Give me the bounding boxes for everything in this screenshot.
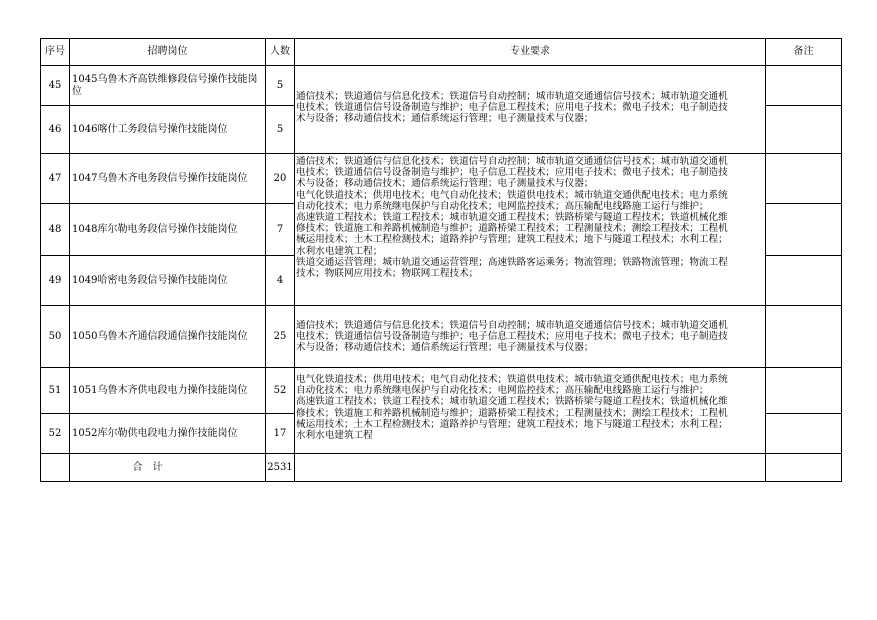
row-divider	[765, 203, 842, 204]
row-count: 17	[273, 428, 287, 439]
requirement-line: 械运用技术；土木工程检测技术；道路养护与管理；建筑工程技术；地下与隧道工程技术；水利工程；	[296, 234, 728, 246]
row-count: 52	[273, 385, 287, 396]
requirements-block-3	[296, 320, 766, 354]
requirement-line: 通信技术；铁道通信与信息化技术；铁道信号自动控制；城市轨道交通通信信号技术；城市轨道交通机	[296, 91, 728, 102]
requirement-line: 术与设备；移动通信技术；通信系统运行管理；电子测量技术与仪器；	[296, 342, 594, 354]
row-divider	[765, 413, 842, 414]
requirement-line: 高速铁道工程技术；铁道工程技术；城市轨道交通工程技术；铁路桥梁与隧道工程技术；铁道机械化维	[296, 212, 728, 224]
row-seq: 52	[48, 428, 62, 439]
header-requirements: 专业要求	[510, 46, 550, 57]
total-count: 2531	[267, 462, 293, 473]
row-seq: 46	[48, 124, 62, 135]
row-position: 1049哈密电务段信号操作技能岗位	[72, 275, 228, 286]
row-position: 1052库尔勒供电段电力操作技能岗位	[72, 428, 238, 439]
header-notes: 备注	[793, 46, 814, 57]
row-count: 20	[273, 173, 287, 184]
row-position: 1048库尔勒电务段信号操作技能岗位	[72, 224, 238, 235]
requirement-line: 技术；物联网应用技术；物联网工程技术；	[296, 268, 479, 280]
row-count: 25	[273, 331, 287, 342]
row-position: 1045乌鲁木齐高铁维修段信号操作技能岗位	[72, 74, 258, 97]
requirement-line: 修技术；铁道施工和养路机械制造与维护；道路桥梁工程技术；工程测量技术；测绘工程技术；工程机	[296, 407, 728, 419]
header-seq: 序号	[45, 46, 65, 57]
requirement-line: 电气化铁道技术；供用电技术；电气自动化技术；铁道供电技术；城市轨道交通供配电技术；电力系统	[296, 374, 728, 385]
row-position: 1050乌鲁木齐通信段通信操作技能岗位	[72, 331, 248, 342]
requirement-line: 自动化技术；电力系统继电保护与自动化技术；电网监控技术；高压输配电线路施工运行与维护；	[296, 385, 709, 397]
row-count: 7	[276, 224, 284, 235]
row-position: 1046喀什工务段信号操作技能岗位	[72, 124, 228, 135]
row-seq: 48	[48, 224, 62, 235]
requirement-line: 自动化技术；电力系统继电保护与自动化技术；电网监控技术；高压输配电线路施工运行与维护；	[296, 200, 709, 212]
row-seq: 49	[48, 275, 62, 286]
row-seq: 45	[48, 80, 62, 91]
requirement-line: 通信技术；铁道通信与信息化技术；铁道信号自动控制；城市轨道交通通信信号技术；城市轨道交通机	[296, 320, 728, 331]
row-seq: 50	[48, 331, 62, 342]
requirement-line: 水利水电建筑工程；	[296, 245, 383, 257]
row-seq: 51	[48, 385, 62, 396]
requirements-block-2	[296, 156, 766, 279]
requirement-line: 术与设备；移动通信技术；通信系统运行管理；电子测量技术与仪器；	[296, 178, 594, 190]
total-label: 合计	[132, 462, 173, 473]
requirements-block-4	[296, 374, 766, 441]
header-position: 招聘岗位	[147, 46, 188, 57]
requirement-line: 电技术；铁道通信信号设备制造与维护；电子信息工程技术；应用电子技术；微电子技术；电子制造技	[296, 102, 728, 114]
header-count: 人数	[270, 46, 290, 57]
requirement-line: 电技术；铁道通信信号设备制造与维护；电子信息工程技术；应用电子技术；微电子技术；电子制造技	[296, 167, 728, 179]
recruitment-table	[40, 38, 842, 482]
requirement-line: 械运用技术；土木工程检测技术；道路养护与管理；建筑工程技术；地下与隧道工程技术；水利工程；	[296, 418, 728, 430]
row-divider	[765, 105, 842, 106]
requirement-line: 术与设备；移动通信技术；通信系统运行管理；电子测量技术与仪器；	[296, 113, 594, 125]
requirement-line: 修技术；铁道施工和养路机械制造与维护；道路桥梁工程技术；工程测量技术；测绘工程技术；工程机	[296, 223, 728, 235]
requirement-line: 高速铁道工程技术；铁道工程技术；城市轨道交通工程技术；铁路桥梁与隧道工程技术；铁道机械化维	[296, 396, 728, 408]
row-count: 5	[276, 124, 284, 135]
requirement-line: 电技术；铁道通信信号设备制造与维护；电子信息工程技术；应用电子技术；微电子技术；电子制造技	[296, 331, 728, 343]
row-position: 1051乌鲁木齐供电段电力操作技能岗位	[72, 385, 248, 396]
requirement-line: 水利水电建筑工程	[296, 430, 373, 442]
requirements-block-1	[296, 91, 766, 125]
requirement-line: 铁道交通运营管理；城市轨道交通运营管理；高速铁路客运乘务；物流管理；铁路物流管理；物流工程	[296, 256, 728, 268]
row-count: 4	[276, 275, 284, 286]
row-position: 1047乌鲁木齐电务段信号操作技能岗位	[72, 173, 248, 184]
row-count: 5	[276, 80, 284, 91]
row-seq: 47	[48, 173, 62, 184]
requirement-line: 电气化铁道技术；供用电技术；电气自动化技术；铁道供电技术；城市轨道交通供配电技术；电力系统	[296, 189, 728, 201]
row-divider	[765, 255, 842, 256]
requirement-line: 通信技术；铁道通信与信息化技术；铁道信号自动控制；城市轨道交通通信信号技术；城市轨道交通机	[296, 156, 728, 167]
